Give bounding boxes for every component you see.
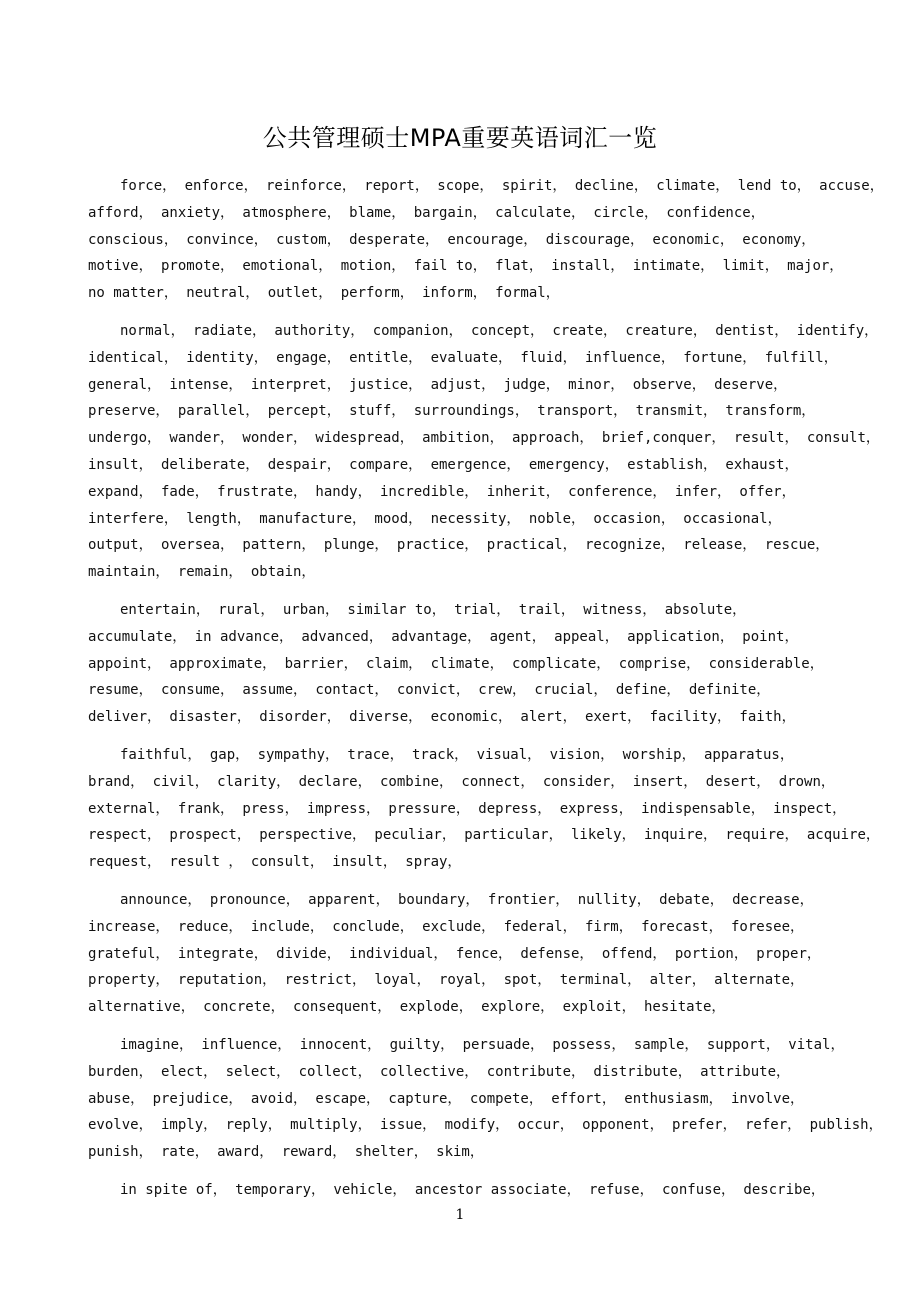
vocabulary-paragraph [88, 173, 888, 307]
vocabulary-body [88, 173, 888, 1215]
vocabulary-line: interfere， length， manufacture， mood， necessity， noble， occasion， occasional， [88, 510, 782, 527]
vocabulary-line: force， enforce， reinforce， report， scope， spirit， decline， climate， lend to， accuse， [120, 178, 884, 194]
vocabulary-line: in spite of， temporary， vehicle， ancestor associate， refuse， confuse， describe， [120, 1181, 825, 1198]
vocabulary-paragraph [88, 1032, 888, 1166]
vocabulary-line: faithful， gap， sympathy， trace， track， visual， vision， worship， apparatus， [120, 746, 794, 763]
vocabulary-line: output， oversea， pattern， plunge， practice， practical， recognize， release， rescue， [88, 537, 830, 554]
vocabulary-line: announce， pronounce， apparent， boundary， frontier， nullity， debate， decrease， [120, 891, 814, 908]
vocabulary-line: resume， consume， assume， contact， convict， crew， crucial， define， definite， [88, 682, 771, 699]
vocabulary-line: grateful， integrate， divide， individual， fence， defense， offend， portion， proper， [88, 945, 821, 962]
vocabulary-line: accumulate， in advance， advanced， advantage， agent， appeal， application， point， [88, 628, 799, 645]
vocabulary-line: entertain， rural， urban， similar to， trial， trail， witness， absolute， [120, 601, 747, 618]
vocabulary-line: expand， fade， frustrate， handy， incredible， inherit， conference， infer， offer， [88, 483, 796, 500]
vocabulary-line: maintain， remain， obtain， [88, 564, 316, 581]
vocabulary-line: appoint， approximate， barrier， claim， climate， complicate， comprise， considerable， [88, 655, 824, 672]
vocabulary-line: conscious， convince， custom， desperate， encourage， discourage， economic， economy， [88, 231, 816, 248]
vocabulary-line: request， result ， consult， insult， spray， [88, 854, 462, 871]
vocabulary-line: property， reputation， restrict， loyal， royal， spot， terminal， alter， alternate， [88, 972, 805, 989]
vocabulary-line: general， intense， interpret， justice， adjust， judge， minor， observe， deserve， [88, 376, 788, 393]
vocabulary-line: respect， prospect， perspective， peculiar， particular， likely， inquire， require， acquire， [88, 827, 880, 844]
page-title: 公共管理硕士MPA重要英语词汇一览 [262, 124, 658, 152]
vocabulary-paragraph [88, 742, 888, 876]
vocabulary-line: preserve， parallel， percept， stuff， surroundings， transport， transmit， transform， [88, 403, 816, 420]
vocabulary-line: evolve， imply， reply， multiply， issue， modify， occur， opponent， prefer， refer， publish， [88, 1117, 883, 1134]
vocabulary-paragraph [88, 887, 888, 1021]
vocabulary-line: identical， identity， engage， entitle， evaluate， fluid， influence， fortune， fulfill， [88, 349, 838, 366]
vocabulary-line: deliver， disaster， disorder， diverse， economic， alert， exert， facility， faith， [88, 709, 796, 726]
vocabulary-line: external， frank， press， impress， pressure， depress， express， indispensable， inspect， [88, 800, 847, 817]
vocabulary-line: motive， promote， emotional， motion， fail to， flat， install， intimate， limit， major， [88, 258, 844, 275]
page-number: 1 [455, 1207, 465, 1223]
vocabulary-line: no matter， neutral， outlet， perform， inform， formal， [88, 285, 560, 302]
vocabulary-line: abuse， prejudice， avoid， escape， capture， compete， effort， enthusiasm， involve， [88, 1090, 805, 1107]
vocabulary-line: undergo， wander， wonder， widespread， ambition， approach， brief,conquer， result， consult， [88, 430, 880, 447]
vocabulary-line: afford， anxiety， atmosphere， blame， bargain， calculate， circle， confidence， [88, 204, 765, 221]
vocabulary-paragraph [88, 318, 888, 586]
vocabulary-line: increase， reduce， include， conclude， exclude， federal， firm， forecast， foresee， [88, 918, 805, 935]
vocabulary-paragraph [88, 1177, 888, 1204]
vocabulary-paragraph [88, 597, 888, 731]
vocabulary-line: punish， rate， award， reward， shelter， skim， [88, 1144, 484, 1161]
vocabulary-line: imagine， influence， innocent， guilty， persuade， possess， sample， support， vital， [120, 1036, 845, 1053]
vocabulary-line: normal， radiate， authority， companion， concept， create， creature， dentist， identify， [120, 322, 879, 339]
vocabulary-line: alternative， concrete， consequent， explode， explore， exploit， hesitate， [88, 999, 726, 1016]
vocabulary-line: insult， deliberate， despair， compare， emergence， emergency， establish， exhaust， [88, 456, 799, 473]
vocabulary-line: brand， civil， clarity， declare， combine， connect， consider， insert， desert， drown， [88, 773, 835, 790]
vocabulary-line: burden， elect， select， collect， collective， contribute， distribute， attribute， [88, 1063, 791, 1080]
